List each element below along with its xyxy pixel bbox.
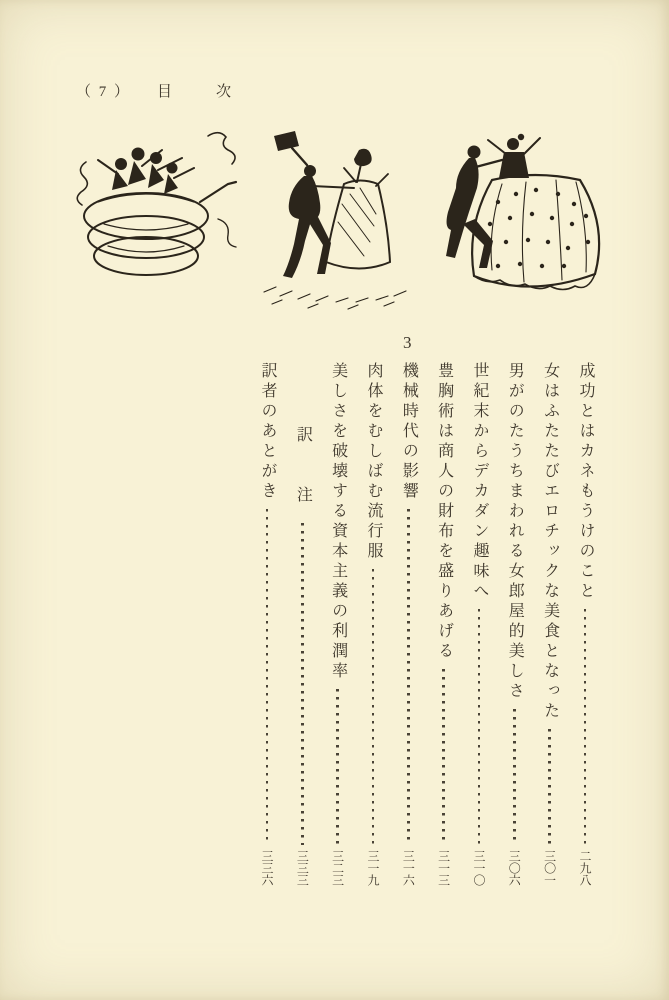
dotted-leader [407, 509, 410, 845]
dotted-leader [266, 509, 269, 845]
toc-entry-title: 世紀末からデカダン趣味へ [470, 362, 488, 602]
dotted-leader [548, 729, 551, 845]
dancers-illustration [58, 124, 616, 316]
toc-entry [396, 362, 420, 886]
toc-entry-title: 機械時代の影響 [400, 362, 418, 502]
toc-entry-afterword [255, 362, 279, 886]
dotted-leader [478, 609, 481, 845]
dotted-leader [301, 523, 304, 845]
toc-entry-title: 肉体をむしばむ流行服 [364, 362, 382, 562]
toc-entry-page-number: 三二三 [330, 850, 345, 886]
dotted-leader [336, 689, 339, 845]
page-header [76, 80, 275, 101]
toc-entry [502, 362, 526, 886]
toc-entry-title: 美しさを破壊する資本主義の利潤率 [329, 362, 347, 682]
toc-entry-page-number: 二九八 [577, 850, 592, 886]
toc-entry-title: 豊胸術は商人の財布を盛りあげる [435, 362, 453, 662]
toc-entry [467, 362, 491, 886]
toc-entry [432, 362, 456, 886]
toc-entry-page-number: 三三六 [260, 850, 274, 886]
toc-entry-page-number: 三一三 [436, 850, 451, 886]
toc-entry-title: 成功とはカネもうけのこと [576, 362, 594, 602]
toc-entry-title: 男がのたうちまわれる女郎屋的美しさ [506, 362, 524, 702]
toc-entry-title: 訳者のあとがき [259, 362, 276, 502]
toc-entry [573, 362, 597, 886]
section-number: 3 [403, 333, 413, 352]
dotted-leader [442, 669, 445, 845]
cancan-dancers-group [77, 133, 236, 275]
toc-entry-page-number: 三三三 [295, 850, 310, 886]
toc-entry-translator-notes [290, 362, 314, 886]
toc-entry [361, 362, 385, 886]
toc-entry [538, 362, 562, 886]
toc-entry-title: 女はふたたびエロチックな美食となった [541, 362, 559, 722]
contents-header-label: 目次 [157, 84, 276, 100]
toc-entry [326, 362, 350, 886]
top-hat-couple-group [264, 131, 406, 309]
folio-number: （ 7 ） [76, 84, 132, 100]
toc-entry-page-number: 三一六 [401, 850, 416, 886]
toc-entry-page-number: 三一九 [365, 850, 380, 886]
toc-entry-page-number: 三〇六 [507, 850, 522, 886]
toc-entry-page-number: 三一〇 [471, 850, 486, 886]
dotted-leader [513, 709, 516, 845]
table-of-contents [255, 362, 597, 886]
dotted-leader [584, 609, 587, 845]
toc-entry-page-number: 三〇一 [542, 850, 557, 886]
toc-entry-title: 訳 注 [294, 426, 312, 516]
dotted-leader [372, 569, 375, 845]
polka-dot-couple-group [446, 134, 599, 290]
